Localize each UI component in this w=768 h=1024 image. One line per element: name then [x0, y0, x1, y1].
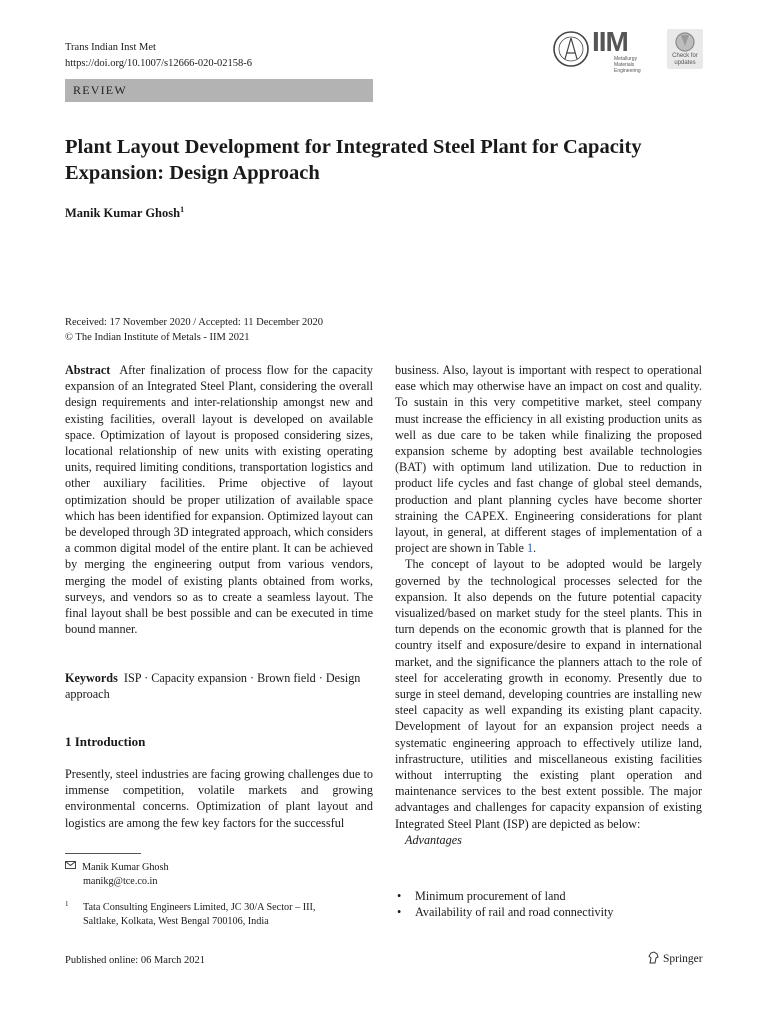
keywords-text: ISP · Capacity expansion · Brown field · Design approach: [65, 671, 361, 702]
affiliation-mark: 1: [65, 900, 69, 908]
iim-logo-text: IIM: [592, 26, 628, 57]
doi-link[interactable]: https://doi.org/10.1007/s12666-020-02158-6: [65, 58, 253, 69]
author-name[interactable]: Manik Kumar Ghosh: [65, 206, 181, 221]
intro-paragraph: Presently, steel industries are facing growing challenges due to immense competition, volatile markets and growing environmental concerns. Optimization of plant layout and logistics are among the few key factors for the successful: [65, 767, 373, 830]
affiliation-line-2: Saltlake, Kolkata, West Bengal 700106, India: [83, 916, 269, 927]
corresponding-author-note: [65, 861, 169, 875]
envelope-icon: [65, 861, 76, 869]
iim-logo: [552, 26, 652, 74]
author-email[interactable]: manikg@tce.co.in: [83, 876, 158, 887]
publisher-name: Springer: [663, 953, 703, 965]
iim-logo-subtext: Metallurgy Materials Engineering: [614, 56, 641, 74]
article-type-label: REVIEW: [73, 83, 127, 97]
affiliation-line-1: Tata Consulting Engineers Limited, JC 30/A Sector – III,: [83, 902, 316, 913]
advantages-label: Advantages: [405, 832, 462, 847]
list-item: • Minimum procurement of land: [397, 889, 566, 903]
abstract-block: [65, 362, 373, 637]
published-online-date: Published online: 06 March 2021: [65, 955, 205, 966]
received-accepted-dates: Received: 17 November 2020 / Accepted: 11 December 2020: [65, 317, 323, 328]
table-1-link[interactable]: 1: [526, 541, 534, 556]
iim-seal-icon: [552, 29, 590, 69]
abstract-text: After finalization of process flow for the capacity expansion of an Integrated Steel Plant, considering the overall design requirements and inter-relationship amongst new and existing facilities, overall layout is developed on available space. Optimization of layout is proposed considering sizes, locational relationship of new units with existing operating units, required limiting conditions, transportation logistics and other auxiliary facilities. Prime objective of layout optimization should be proper utilization of available space which has been identified for expansion. Optimized layout can be developed through 3D integrated approach, which considers a common digital model of the entire plant. It can be achieved by merging the engineering output from various vendors, merging the model of existing plants obtained from works, surveys, and vendors so as to create a seamless layout. The final layout shall be best possible and can be executed in time bound manner.: [65, 363, 374, 637]
springer-horse-icon: [647, 951, 660, 964]
right-paragraph-2: The concept of layout to be adopted would be largely governed by the technological processes selected for the expansion. It also depends on the future potential capacity visualized/based on market study for the steel plants. This in turn depends on the economic growth that is planned for the country itself and exposure/desire to expand in international market, and the significance the planners attach to the role of steel for accelerating growth in economy. Presently due to surge in steel demand, developing countries are installing new steel capacity as well expanding its existing plant capacity. Development of layout for an expansion project needs a systematic engineering approach to effectively utilize land, infrastructure, utilities and miscellaneous existing facilities without interrupting the existing plant operation and maintenance services to the best extent possible. The major advantages and challenges for capacity expansion of existing Integrated Steel Plant (ISP) are depicted as below:: [395, 557, 702, 831]
article-title: Plant Layout Development for Integrated Steel Plant for Capacity Expansion: Design Approach: [65, 136, 642, 184]
footnote-divider: [65, 853, 141, 854]
author-line: [65, 205, 184, 221]
check-for-updates-badge[interactable]: [667, 29, 703, 69]
check-updates-icon: [674, 31, 696, 53]
abstract-label: Abstract: [65, 363, 111, 377]
list-item: • Availability of rail and road connectivity: [397, 905, 614, 920]
article-type-bar: [65, 79, 373, 102]
right-column-text: [395, 362, 702, 848]
bullet-icon: •: [397, 905, 402, 920]
section-heading-introduction: 1 Introduction: [65, 734, 146, 749]
keywords-label: Keywords: [65, 671, 118, 685]
keywords-block: [65, 670, 373, 702]
footnote-author-name: Manik Kumar Ghosh: [82, 862, 169, 873]
publisher-logo: [647, 951, 703, 965]
journal-name: Trans Indian Inst Met: [65, 42, 156, 53]
advantages-list: [397, 888, 707, 920]
author-affil-mark: 1: [180, 205, 185, 214]
right-paragraph-1: business. Also, layout is important with respect to operational ease which may otherwise have an impact on cost and quality. To sustain in this very competitive market, steel company must increase the efficiency in all existing production units as well as due care to be taken while finalizing the proposed expansion scheme by adopting best available technologies (BAT) with optimum land utilization. Due to reduction in product life cycles and fast change of global steel demands, production and plant planning cycles have become shorter straining the CAPEX. Engineering considerations for plant layout, in general, at different stages of implementation of a project are shown in Table 1.: [395, 363, 702, 556]
copyright-line: © The Indian Institute of Metals - IIM 2021: [65, 332, 250, 343]
bullet-icon: •: [397, 889, 402, 903]
check-updates-label: Check for updates: [672, 53, 698, 66]
